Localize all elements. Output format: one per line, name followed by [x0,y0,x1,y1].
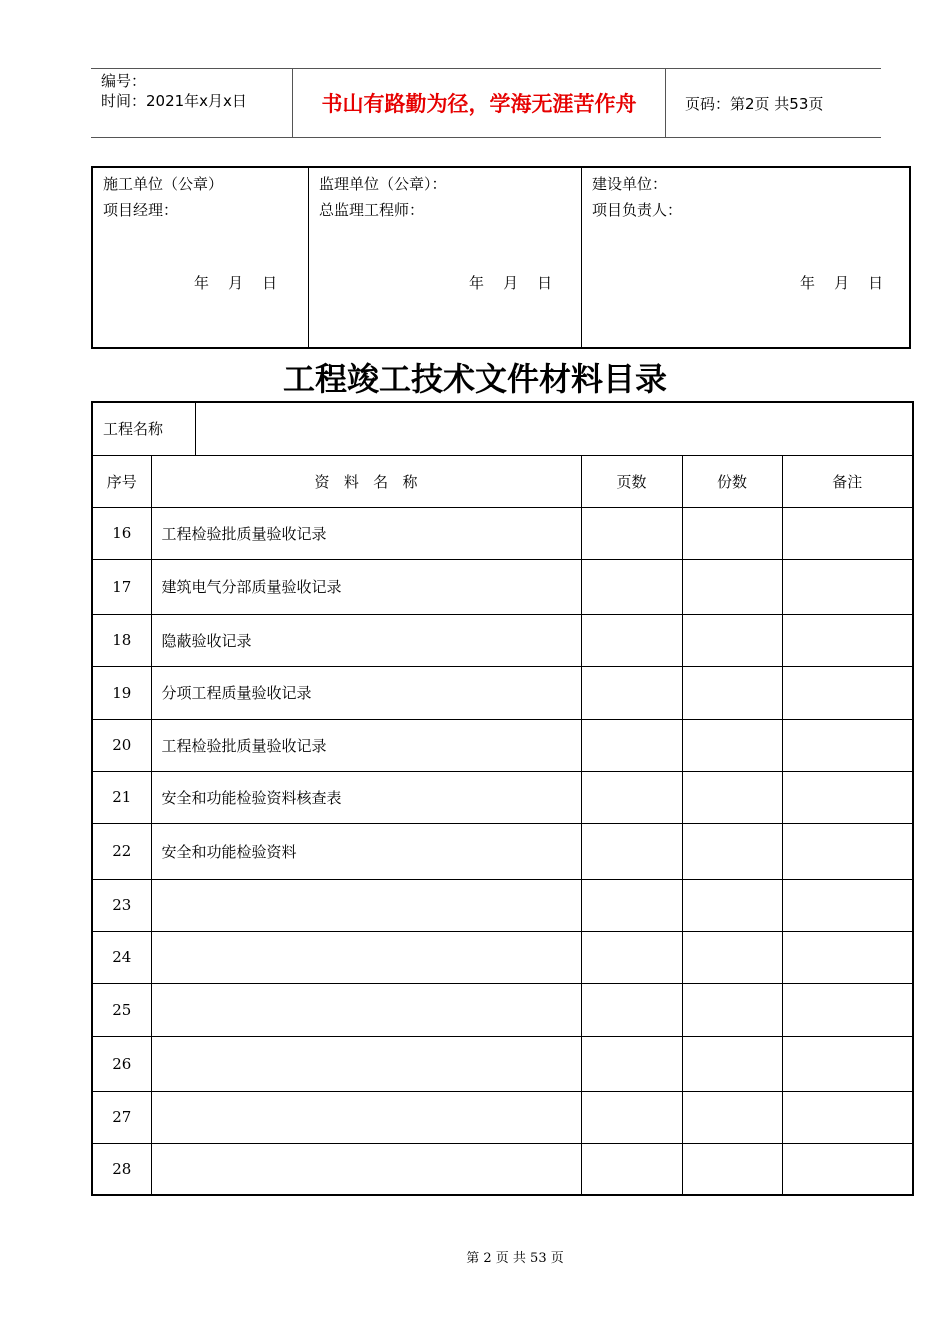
project-name-label: 工程名称 [92,402,195,455]
row-copies [682,879,782,931]
row-copies [682,614,782,666]
table-row [92,614,913,666]
row-seq: 16 [92,507,151,559]
col-notes-header: 备注 [782,455,913,507]
col-copies-header: 份数 [682,455,782,507]
row-notes [782,559,913,614]
row-seq: 27 [92,1091,151,1143]
row-name: 分项工程质量验收记录 [151,666,581,719]
table-row [92,559,913,614]
materials-table [91,401,914,1196]
row-seq: 18 [92,614,151,666]
row-pages [581,719,682,771]
signature-date: 年 月 日 [469,274,553,292]
page-header [91,68,881,138]
row-name [151,983,581,1036]
table-row [92,983,913,1036]
row-pages [581,507,682,559]
table-row [92,1036,913,1091]
table-row [92,1143,913,1195]
row-seq: 22 [92,823,151,879]
row-notes [782,666,913,719]
code-label: 编号： [101,72,147,90]
row-copies [682,983,782,1036]
row-notes [782,771,913,823]
row-copies [682,507,782,559]
row-name [151,1036,581,1091]
row-notes [782,507,913,559]
row-pages [581,666,682,719]
row-pages [581,1036,682,1091]
row-name [151,1143,581,1195]
signature-line2: 项目负责人： [592,201,683,219]
row-notes [782,879,913,931]
row-notes [782,1091,913,1143]
row-seq: 17 [92,559,151,614]
signature-line2: 总监理工程师： [319,201,425,219]
table-row [92,719,913,771]
row-copies [682,666,782,719]
signature-line1: 建设单位： [592,175,668,193]
row-notes [782,823,913,879]
row-name: 建筑电气分部质量验收记录 [151,559,581,614]
row-seq: 21 [92,771,151,823]
table-row [92,823,913,879]
row-seq: 24 [92,931,151,983]
row-name [151,879,581,931]
row-seq: 25 [92,983,151,1036]
table-row [92,771,913,823]
row-copies [682,1036,782,1091]
row-seq: 19 [92,666,151,719]
signature-owner [582,168,909,347]
row-name [151,931,581,983]
table-row [92,1091,913,1143]
page-info: 页码：第2页 共53页 [685,94,824,113]
signature-supervisor [309,168,582,347]
row-copies [682,771,782,823]
col-name-header: 资 料 名 称 [151,455,581,507]
time-label: 时间：2021年x月x日 [101,92,247,110]
table-row [92,879,913,931]
signature-line1: 监理单位（公章）： [319,175,447,193]
row-seq: 23 [92,879,151,931]
row-seq: 28 [92,1143,151,1195]
motto: 书山有路勤为径，学海无涯苦作舟 [293,69,666,137]
row-copies [682,1091,782,1143]
row-notes [782,983,913,1036]
signature-date: 年 月 日 [800,274,884,292]
table-row [92,507,913,559]
row-copies [682,559,782,614]
row-copies [682,823,782,879]
row-copies [682,719,782,771]
row-name: 安全和功能检验资料 [151,823,581,879]
row-pages [581,823,682,879]
row-name: 工程检验批质量验收记录 [151,719,581,771]
signature-line2: 项目经理： [103,201,179,219]
row-pages [581,1091,682,1143]
col-pages-header: 页数 [581,455,682,507]
signature-block [91,166,911,349]
row-notes [782,1036,913,1091]
row-pages [581,1143,682,1195]
row-notes [782,719,913,771]
row-pages [581,879,682,931]
table-row [92,666,913,719]
row-notes [782,931,913,983]
page-footer: 第 2 页 共 53 页 [466,1251,564,1266]
row-copies [682,931,782,983]
row-pages [581,931,682,983]
row-notes [782,1143,913,1195]
row-seq: 20 [92,719,151,771]
row-pages [581,559,682,614]
page-title: 工程竣工技术文件材料目录 [282,360,667,398]
row-pages [581,983,682,1036]
col-seq-header: 序号 [92,455,151,507]
row-pages [581,771,682,823]
row-name: 工程检验批质量验收记录 [151,507,581,559]
row-notes [782,614,913,666]
signature-contractor [93,168,309,347]
signature-date: 年 月 日 [194,274,278,292]
header-meta [91,69,293,137]
row-seq: 26 [92,1036,151,1091]
table-header-row [92,455,913,507]
table-row [92,931,913,983]
row-name: 隐蔽验收记录 [151,614,581,666]
row-copies [682,1143,782,1195]
project-name-row [92,402,913,455]
row-name [151,1091,581,1143]
project-name-value [195,402,913,455]
row-name: 安全和功能检验资料核查表 [151,771,581,823]
signature-line1: 施工单位（公章） [103,175,224,193]
row-pages [581,614,682,666]
